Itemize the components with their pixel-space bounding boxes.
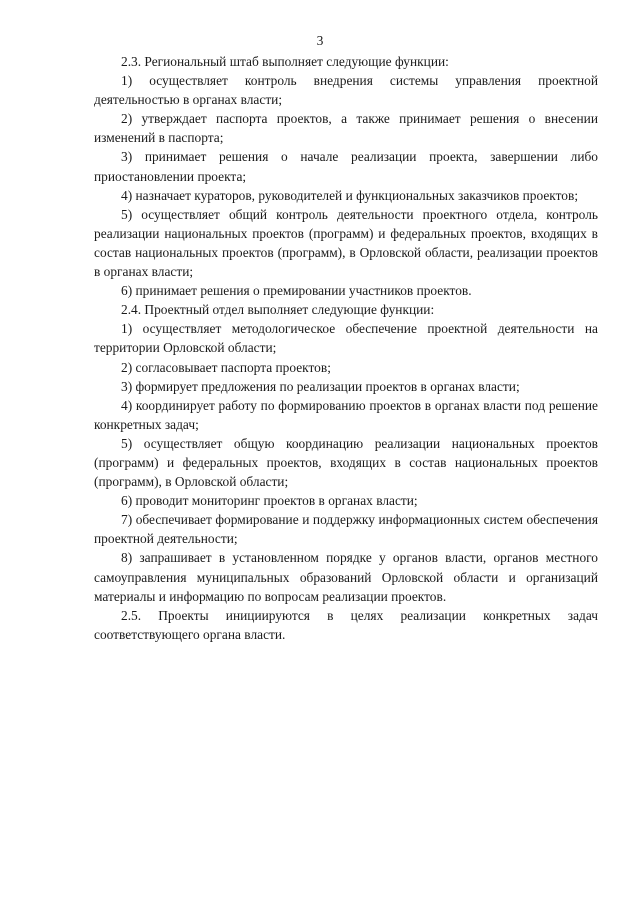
paragraph-2-4-item-1: 1) осуществляет методологическое обеспечение проектной деятельности на территории Орловской области; <box>94 321 598 356</box>
page-number: 3 <box>316 33 324 48</box>
paragraph-2-3-item-4: 4) назначает кураторов, руководителей и функциональных заказчиков проектов; <box>121 187 579 203</box>
paragraph-2-3-item-2: 2) утверждает паспорта проектов, а также принимает решения о внесении изменений в паспорта; <box>94 111 598 146</box>
paragraph-2-3-item-3: 3) принимает решения о начале реализации проекта, завершении либо приостановлении проекта; <box>94 149 598 184</box>
paragraph-2-4-item-8: 8) запрашивает в установленном порядке у органов власти, органов местного самоуправления муниципальных образований Орловской области и организаций материалы и информацию по вопросам реализации проектов. <box>94 550 598 604</box>
paragraph-2-4-item-7: 7) обеспечивает формирование и поддержку информационных систем обеспечения проектной деятельности; <box>94 512 598 547</box>
paragraph-2-3-item-5: 5) осуществляет общий контроль деятельности проектного отдела, контроль реализации национальных проектов (программ) и федеральных проектов, входящих в состав национальных проектов (программ), в Орловской области, реализации проектов в органах власти; <box>94 206 598 280</box>
paragraph-2-4-item-6: 6) проводит мониторинг проектов в органах власти; <box>121 493 418 509</box>
paragraph-2-5: 2.5. Проекты инициируются в целях реализации конкретных задач соответствующего органа власти. <box>94 607 598 642</box>
paragraph-2-4-item-4: 4) координирует работу по формированию проектов в органах власти под решение конкретных задач; <box>94 397 598 432</box>
paragraph-2-4-item-2: 2) согласовывает паспорта проектов; <box>121 359 331 375</box>
document-body <box>94 52 598 644</box>
paragraph-2-4-item-3: 3) формирует предложения по реализации проектов в органах власти; <box>121 378 520 394</box>
paragraph-2-4-item-5: 5) осуществляет общую координацию реализации национальных проектов (программ) и федеральных проектов, входящих в состав национальных проектов (программ), в Орловской области; <box>94 435 598 490</box>
paragraph-2-3-heading: 2.3. Региональный штаб выполняет следующие функции: <box>121 54 449 69</box>
paragraph-2-4-heading: 2.4. Проектный отдел выполняет следующие функции: <box>121 302 435 318</box>
paragraph-2-3-item-6: 6) принимает решения о премировании участников проектов. <box>121 283 472 299</box>
paragraph-2-3-item-1: 1) осуществляет контроль внедрения системы управления проектной деятельностью в органах власти; <box>94 73 598 108</box>
